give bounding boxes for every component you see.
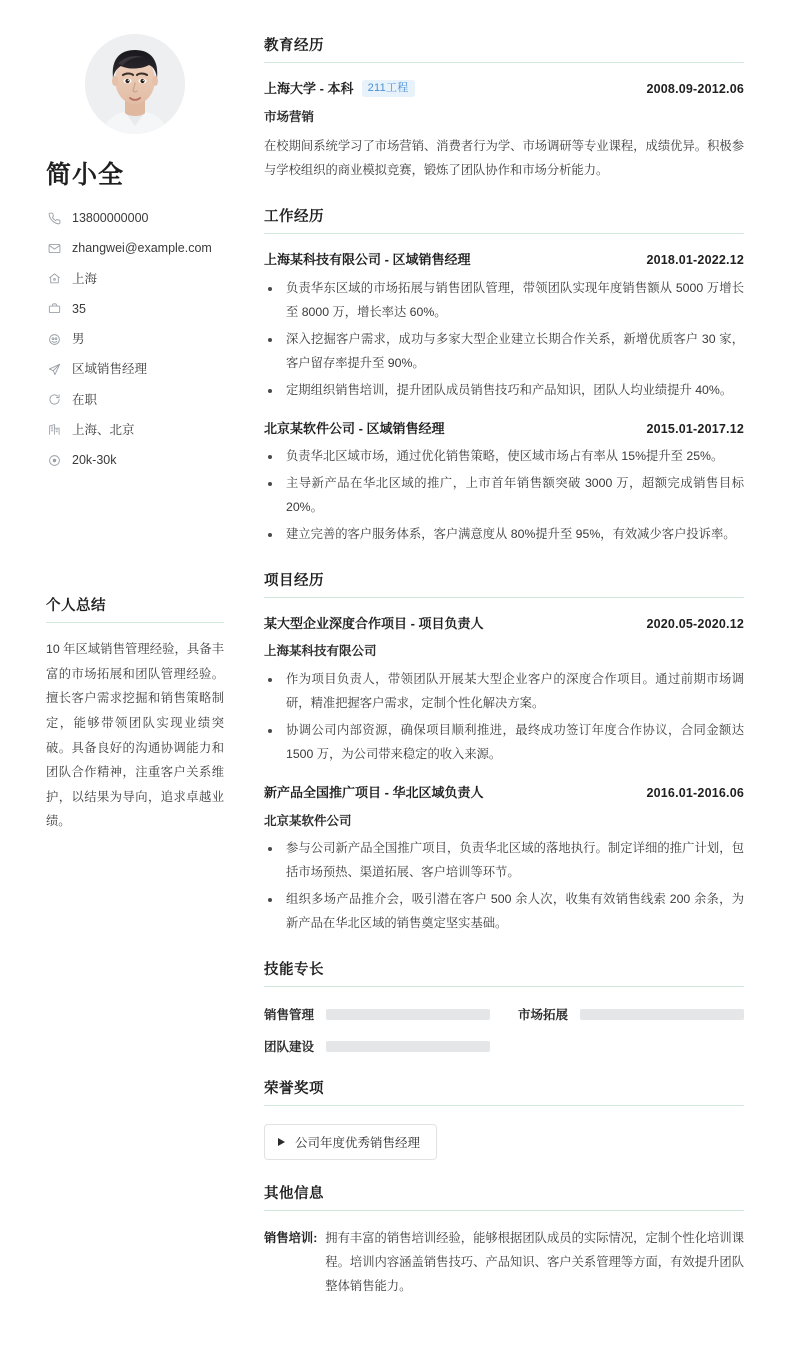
- entry-date: 2018.01-2022.12: [646, 253, 744, 268]
- skill-item: [264, 1037, 490, 1055]
- entry-title-group: [264, 783, 484, 803]
- contact-value: 35: [72, 301, 86, 316]
- contact-list: [46, 210, 224, 468]
- contact-value: 20k-30k: [72, 453, 117, 467]
- entry-title-group: [264, 250, 471, 270]
- work-entry: [264, 419, 744, 547]
- company-role: 北京某软件公司 - 区域销售经理: [264, 420, 445, 436]
- building-icon: [46, 423, 62, 437]
- triangle-right-icon: [278, 1138, 285, 1146]
- project-company: 北京某软件公司: [264, 813, 352, 828]
- contact-salary: [46, 452, 224, 468]
- entry-head: [264, 614, 744, 634]
- contact-value: 区域销售经理: [72, 362, 148, 377]
- briefcase-icon: [46, 302, 62, 316]
- entry-date: 2016.01-2016.06: [646, 786, 744, 801]
- list-item: 负责华北区域市场，通过优化销售策略，使区域市场占有率从 15%提升至 25%。: [264, 445, 744, 469]
- contact-locations: [46, 422, 224, 438]
- other-key: 销售培训:: [264, 1231, 318, 1246]
- entry-head: [264, 783, 744, 803]
- project-bullets: [264, 668, 744, 767]
- company-role: 上海某科技有限公司 - 区域销售经理: [264, 252, 471, 268]
- list-item: 作为项目负责人，带领团队开展某大型企业客户的深度合作项目。通过前期市场调研，精准把握客户需求，定制个性化解决方案。: [264, 668, 744, 716]
- section-honors: [264, 1077, 744, 1160]
- section-other: [264, 1182, 744, 1299]
- entry-head: [264, 250, 744, 270]
- project-company: 上海某科技有限公司: [264, 644, 377, 659]
- portrait-photo-icon: [85, 34, 185, 134]
- other-heading: 其他信息: [264, 1182, 744, 1211]
- other-row: [264, 1227, 744, 1299]
- entry-title-group: [264, 79, 415, 99]
- skill-label: 销售管理: [264, 1008, 315, 1023]
- project-entry: [264, 783, 744, 936]
- contact-gender: [46, 331, 224, 347]
- skills-grid: [264, 1005, 744, 1055]
- target-icon: [46, 453, 62, 467]
- section-education: [264, 34, 744, 183]
- list-item: 主导新产品在华北区域的推广，上市首年销售额突破 3000 万，超额完成销售目标 20%。: [264, 472, 744, 520]
- gender-icon: [46, 332, 62, 346]
- status-badge: 211工程: [362, 80, 415, 97]
- list-item: 组织多场产品推介会，吸引潜在客户 500 余人次，收集有效销售线索 200 余条，为新产品在华北区域的销售奠定坚实基础。: [264, 888, 744, 936]
- honor-label: 公司年度优秀销售经理: [295, 1136, 421, 1151]
- contact-value: 上海: [72, 271, 98, 286]
- list-item: 建立完善的客户服务体系，客户满意度从 80%提升至 95%，有效减少客户投诉率。: [264, 523, 744, 547]
- list-item: 负责华东区域的市场拓展与销售团队管理，带领团队实现年度销售额从 5000 万增长至 8000 万，增长率达 60%。: [264, 277, 744, 325]
- honors-heading: 荣誉奖项: [264, 1077, 744, 1106]
- contact-value: 13800000000: [72, 211, 149, 225]
- work-entry: [264, 250, 744, 402]
- list-item: 深入挖掘客户需求，成功与多家大型企业建立长期合作关系，新增优质客户 30 家，客户留存率提升至 90%。: [264, 328, 744, 376]
- summary-heading: 个人总结: [46, 594, 224, 623]
- skill-item: [518, 1005, 744, 1023]
- list-item: 协调公司内部资源，确保项目顺利推进，最终成功签订年度合作协议，合同金额达 1500 万，为公司带来稳定的收入来源。: [264, 719, 744, 767]
- education-description: 在校期间系统学习了市场营销、消费者行为学、市场调研等专业课程，成绩优异。积极参与学校组织的商业模拟竞赛，锻炼了团队协作和市场分析能力。: [264, 139, 744, 178]
- skill-progress-track: [580, 1009, 744, 1020]
- work-bullets: [264, 277, 744, 403]
- contact-value: 男: [72, 332, 85, 346]
- skill-progress-track: [326, 1041, 490, 1052]
- section-projects: [264, 569, 744, 936]
- work-heading: 工作经历: [264, 205, 744, 234]
- avatar: [85, 34, 185, 134]
- contact-city: [46, 271, 224, 287]
- home-icon: [46, 272, 62, 286]
- skill-item: [264, 1005, 490, 1023]
- list-item: 参与公司新产品全国推广项目，负责华北区域的落地执行。制定详细的推广计划，包括市场预热、渠道拓展、客户培训等环节。: [264, 837, 744, 885]
- avatar-wrapper: [46, 34, 224, 134]
- contact-value: 在职: [72, 392, 98, 407]
- entry-date: 2015.01-2017.12: [646, 421, 744, 436]
- school-name: 上海大学 - 本科: [264, 81, 354, 96]
- other-value: 拥有丰富的销售培训经验，能够根据团队成员的实际情况，定制个性化培训课程。培训内容涵盖销售技巧、产品知识、客户关系管理等方面，有效提升团队整体销售能力。: [325, 1231, 744, 1294]
- major-name: 市场营销: [264, 109, 315, 124]
- phone-icon: [46, 211, 62, 225]
- entry-title-group: [264, 419, 445, 439]
- project-entry: [264, 614, 744, 767]
- work-bullets: [264, 445, 744, 547]
- paper-plane-icon: [46, 362, 62, 376]
- envelope-icon: [46, 241, 62, 255]
- skill-label: 市场拓展: [518, 1008, 569, 1023]
- summary-text: 10 年区域销售管理经验，具备丰富的市场拓展和团队管理经验。擅长客户需求挖掘和销售策略制定，能够带领团队实现业绩突破。具备良好的沟通协调能力和团队合作精神，注重客户关系维护，以结果为导向，追求卓越业绩。: [46, 642, 224, 829]
- project-name: 某大型企业深度合作项目 - 项目负责人: [264, 615, 484, 631]
- projects-heading: 项目经历: [264, 569, 744, 598]
- contact-email: [46, 240, 224, 256]
- skill-label: 团队建设: [264, 1040, 315, 1055]
- section-work: [264, 205, 744, 547]
- section-skills: [264, 958, 744, 1055]
- education-entry: [264, 79, 744, 183]
- entry-date: 2020.05-2020.12: [646, 616, 744, 631]
- education-heading: 教育经历: [264, 34, 744, 63]
- honor-list: [264, 1124, 744, 1160]
- contact-status: [46, 392, 224, 408]
- entry-head: [264, 419, 744, 439]
- contact-value: 上海、北京: [72, 422, 135, 437]
- main-column: [252, 0, 794, 1347]
- entry-title-group: [264, 614, 484, 634]
- contact-position: [46, 361, 224, 377]
- honor-item[interactable]: [264, 1124, 437, 1160]
- project-name: 新产品全国推广项目 - 华北区域负责人: [264, 785, 484, 801]
- summary-section: [46, 594, 224, 834]
- contact-age: [46, 301, 224, 317]
- person-name: 简小全: [46, 161, 125, 189]
- skills-heading: 技能专长: [264, 958, 744, 987]
- contact-phone: [46, 210, 224, 226]
- skill-progress-track: [326, 1009, 490, 1020]
- project-bullets: [264, 837, 744, 936]
- entry-head: [264, 79, 744, 99]
- sidebar: [0, 0, 252, 854]
- refresh-icon: [46, 393, 62, 407]
- entry-date: 2008.09-2012.06: [646, 82, 744, 96]
- contact-value: zhangwei@example.com: [72, 241, 212, 256]
- list-item: 定期组织销售培训，提升团队成员销售技巧和产品知识，团队人均业绩提升 40%。: [264, 379, 744, 403]
